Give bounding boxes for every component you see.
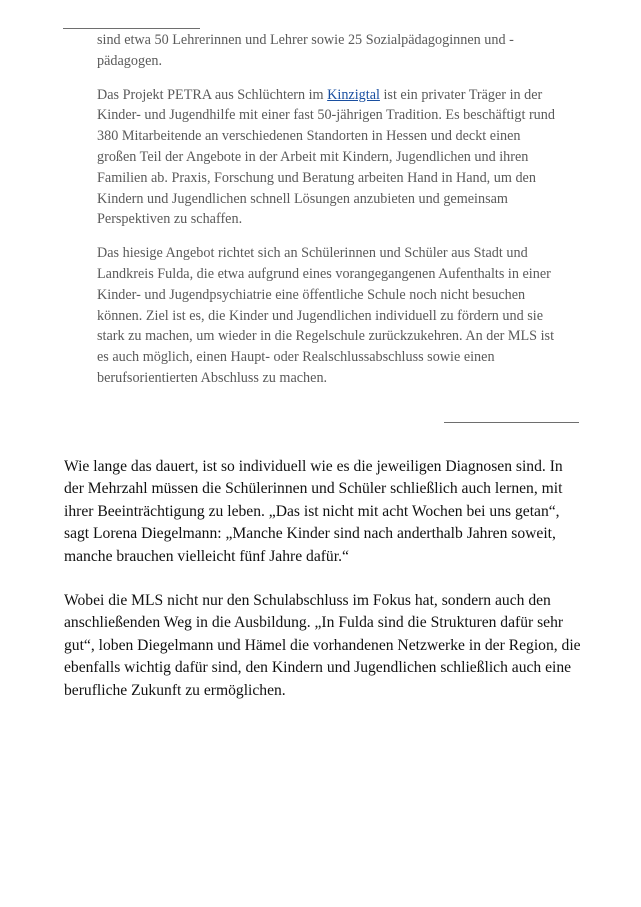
article-body: [64, 456, 584, 724]
info-box-top-rule: [63, 28, 200, 29]
info-box-bottom-rule: [444, 422, 579, 423]
info-box-text: Das Projekt PETRA aus Schlüchtern im: [97, 86, 328, 103]
article-paragraph: Wobei die MLS nicht nur den Schulabschluss im Fokus hat, sondern auch den anschließenden Weg in die Ausbildung. „In Fulda sind die Strukturen dafür sehr gut“, loben Diegelmann und Hämel die vorhandenen Netzwerke in der Region, die ebenfalls wichtig dafür sind, den Kindern und Jugendlichen schließlich auch eine berufliche Zukunft zu ermöglichen.: [64, 592, 581, 699]
info-box-paragraph: [97, 85, 557, 231]
kinzigtal-link[interactable]: Kinzigtal: [327, 86, 380, 103]
info-box-text: ist ein privater Träger in der Kinder- und Jugendhilfe mit einer fast 50-jährigen Tradition. Es beschäftigt rund 380 Mitarbeitende an verschiedenen Standorten in Hessen und deckt einen großen Teil der Angebote in der Arbeit mit Kindern, Jugendlichen und ihren Familien ab. Praxis, Forschung und Beratung arbeiten Hand in Hand, um den Kindern und Jugendlichen schnell Lösungen anzubieten und gemeinsam Perspektiven zu schaffen.: [97, 86, 555, 228]
article-paragraph: Wie lange das dauert, ist so individuell wie es die jeweiligen Diagnosen sind. In der Mehrzahl müssen die Schülerinnen und Schüler schließlich auch lernen, mit ihrer Beeinträchtigung zu leben. „Das ist nicht mit acht Wochen bei uns getan“, sagt Lorena Diegelmann: „Manche Kinder sind nach anderthalb Jahren soweit, manche brauchen vielleicht fünf Jahre dafür.“: [64, 458, 563, 565]
info-box-paragraph: Das hiesige Angebot richtet sich an Schülerinnen und Schüler aus Stadt und Landkreis Fulda, die etwa aufgrund eines vorangegangenen Aufenthalts in einer Kinder- und Jugendpsychiatrie eine öffentliche Schule noch nicht besuchen können. Ziel ist es, die Kinder und Jugendlichen individuell zu fördern und sie stark zu machen, um wieder in die Regelschule zurückzukehren. An der MLS ist es auch möglich, einen Haupt- oder Realschlussabschluss sowie einen berufsorientierten Abschluss zu machen.: [97, 245, 555, 386]
info-box-paragraph: sind etwa 50 Lehrerinnen und Lehrer sowie 25 Sozialpädagoginnen und -pädagogen.: [97, 32, 514, 69]
info-box: [97, 30, 557, 402]
